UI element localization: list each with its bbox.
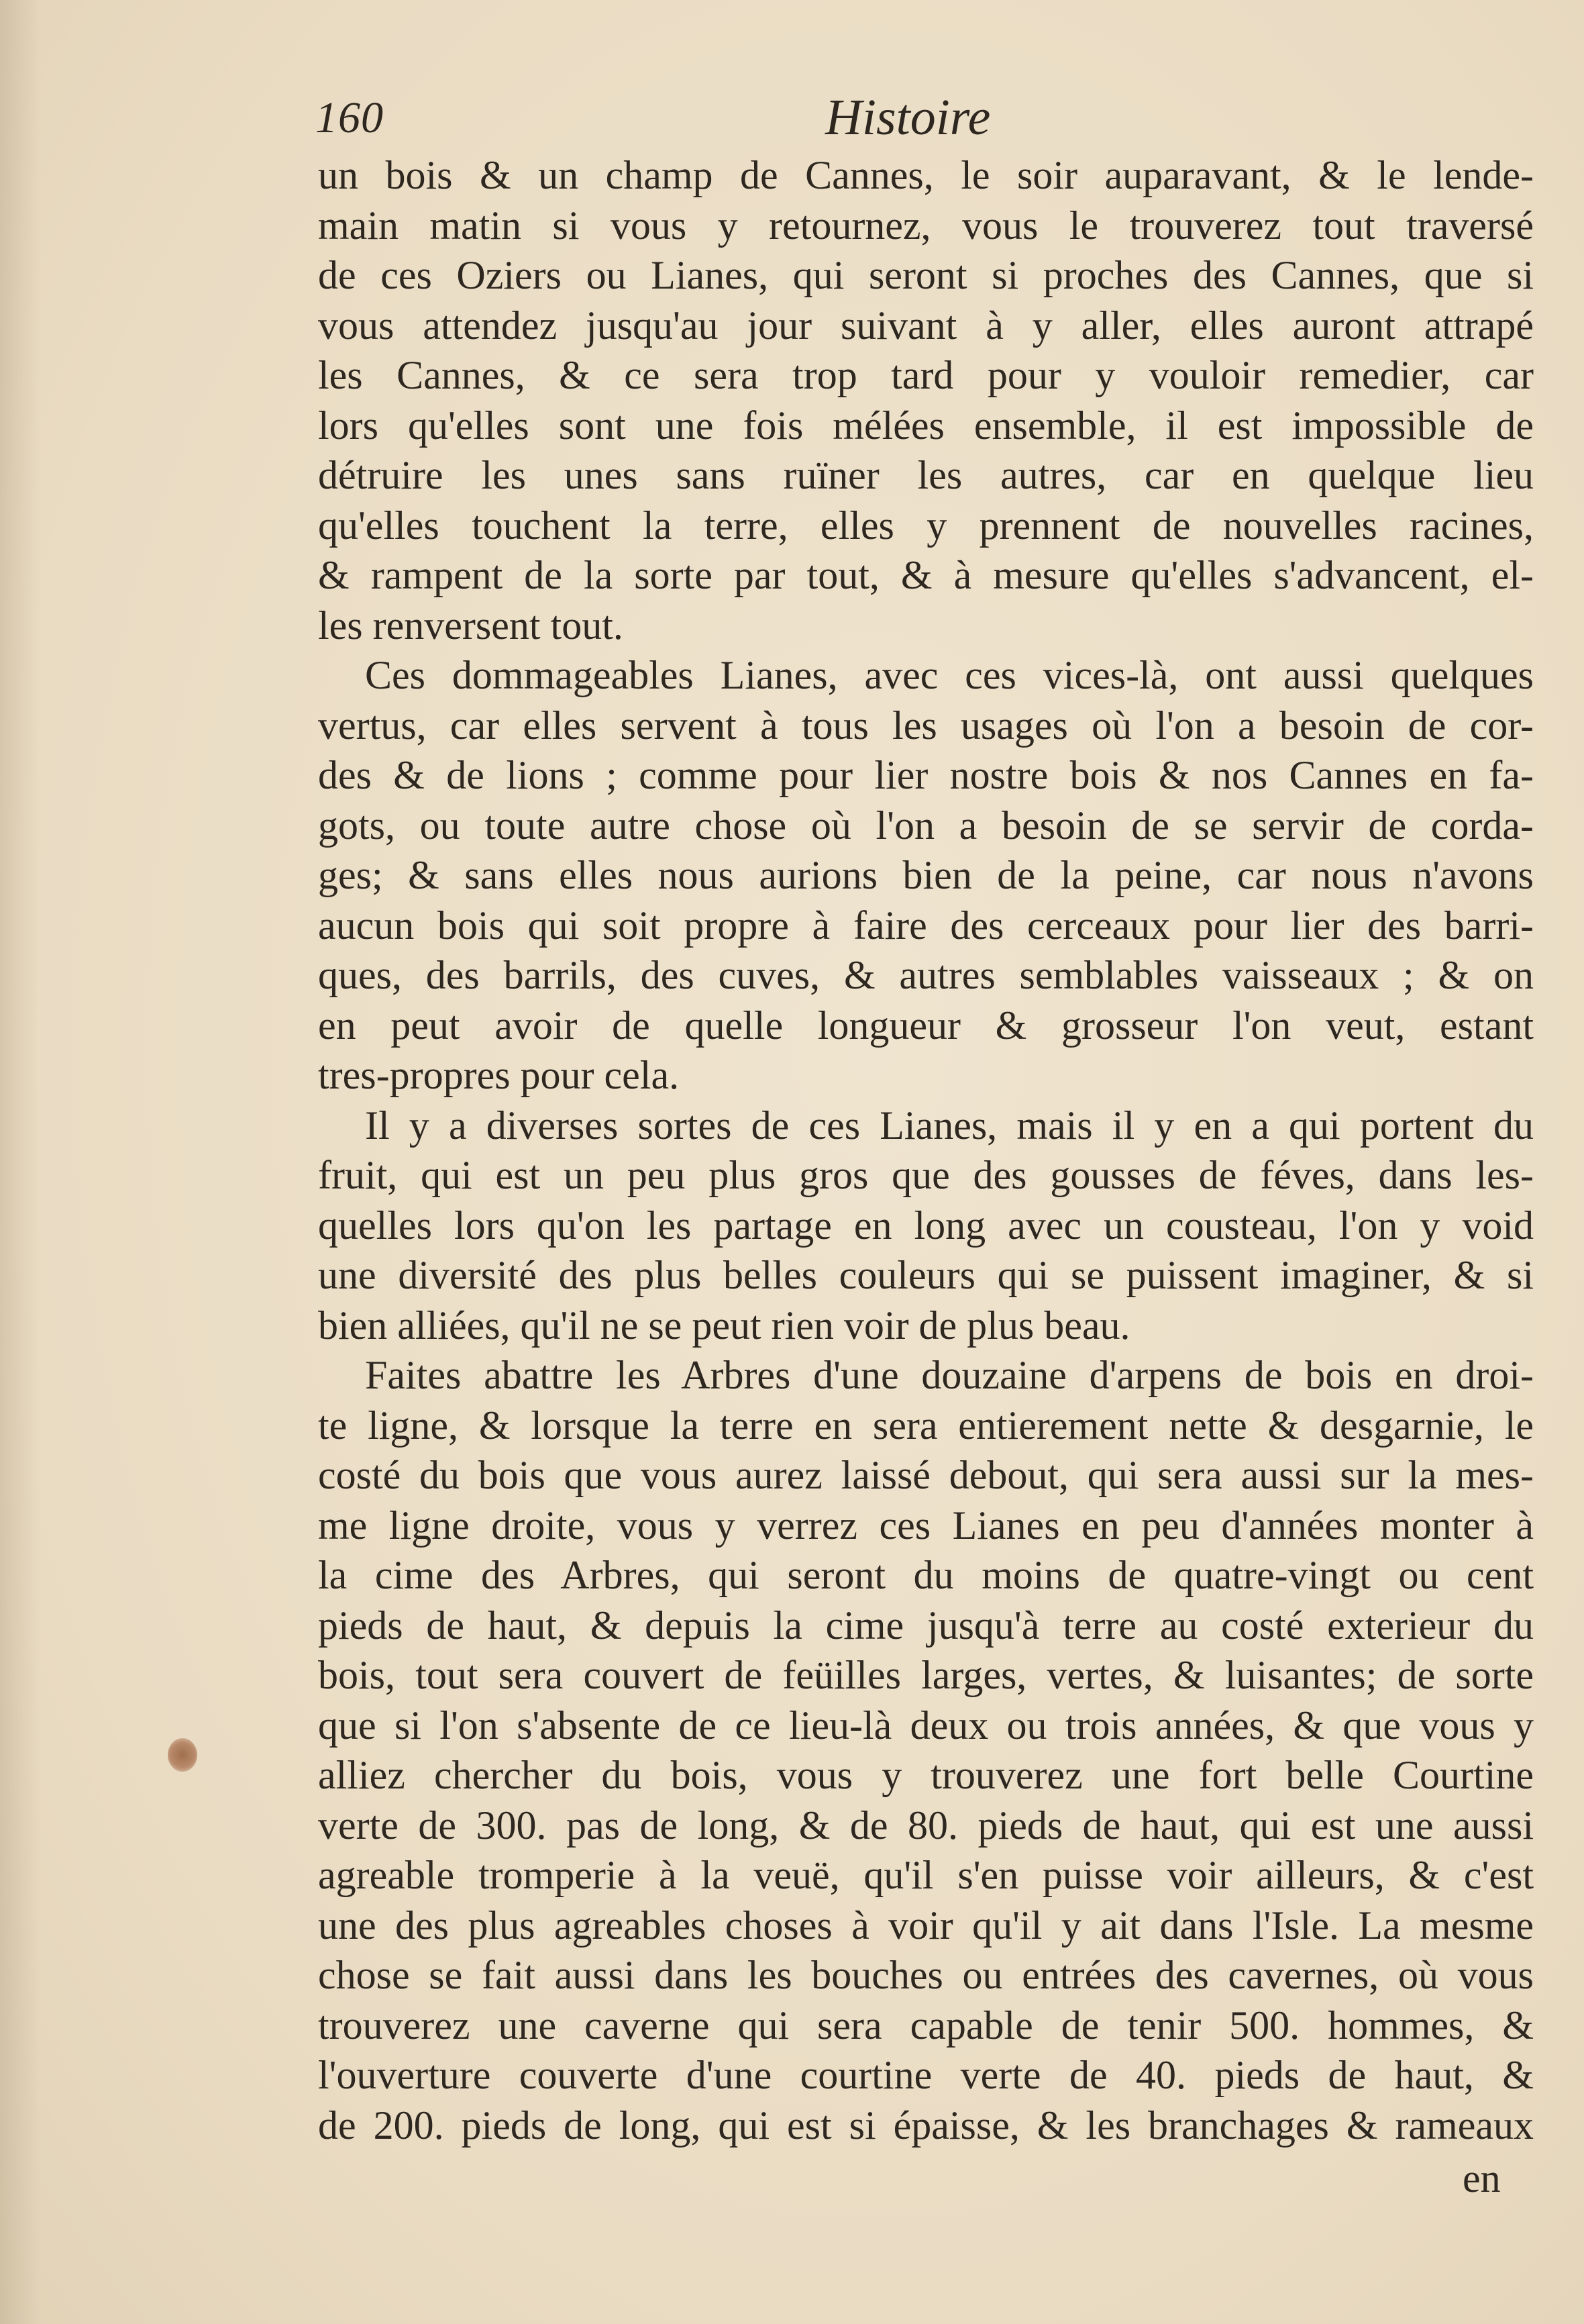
text-line: gots, ou toute autre chose où l'on a besoin de se servir de corda- xyxy=(318,803,1534,848)
running-head xyxy=(315,79,1241,153)
catchword: en xyxy=(1463,2156,1501,2201)
text-line: main matin si vous y retournez, vous le trouverez tout traversé xyxy=(318,203,1534,248)
text-line: les renversent tout. xyxy=(318,603,623,648)
text-line: fruit, qui est un peu plus gros que des gousses de féves, dans les- xyxy=(318,1153,1534,1197)
text-line: vous attendez jusqu'au jour suivant à y aller, elles auront attrapé xyxy=(318,303,1534,348)
gutter-shadow xyxy=(0,0,40,2324)
text-line: te ligne, & lorsque la terre en sera entierement nette & desgarnie, le xyxy=(318,1403,1534,1448)
text-line: ques, des barrils, des cuves, & autres semblables vaisseaux ; & on xyxy=(318,953,1534,997)
paragraph-start-line: Il y a diverses sortes de ces Lianes, mais il y en a qui portent du xyxy=(365,1103,1534,1148)
text-line: aucun bois qui soit propre à faire des cerceaux pour lier des barri- xyxy=(318,903,1534,948)
text-line: la cime des Arbres, qui seront du moins de quatre-vingt ou cent xyxy=(318,1553,1534,1597)
text-line: & rampent de la sorte par tout, & à mesure qu'elles s'advancent, el- xyxy=(318,553,1534,597)
text-line: pieds de haut, & depuis la cime jusqu'à terre au costé exterieur du xyxy=(318,1603,1534,1648)
text-line: costé du bois que vous aurez laissé debout, qui sera aussi sur la mes- xyxy=(318,1453,1534,1497)
text-line: chose se fait aussi dans les bouches ou entrées des cavernes, où vous xyxy=(318,1953,1534,1997)
paragraph-start-line: Faites abattre les Arbres d'une douzaine d'arpens de bois en droi- xyxy=(365,1353,1534,1397)
ink-stain xyxy=(168,1738,197,1772)
text-line: un bois & un champ de Cannes, le soir auparavant, & le lende- xyxy=(318,153,1534,197)
text-line: vertus, car elles servent à tous les usages où l'on a besoin de cor- xyxy=(318,703,1534,748)
text-line: de 200. pieds de long, qui est si épaisse, & les branchages & rameaux xyxy=(318,2103,1534,2148)
text-line: verte de 300. pas de long, & de 80. pieds de haut, qui est une aussi xyxy=(318,1803,1534,1848)
text-line: tres-propres pour cela. xyxy=(318,1053,680,1097)
text-line: ges; & sans elles nous aurions bien de la peine, car nous n'avons xyxy=(318,853,1534,897)
page-number: 160 xyxy=(315,93,384,142)
text-line: qu'elles touchent la terre, elles y prennent de nouvelles racines, xyxy=(318,503,1534,548)
body-text xyxy=(318,150,1534,2150)
text-line: détruire les unes sans ruïner les autres, car en quelque lieu xyxy=(318,453,1534,497)
text-line: que si l'on s'absente de ce lieu-là deux ou trois années, & que vous y xyxy=(318,1703,1534,1748)
text-line: bien alliées, qu'il ne se peut rien voir de plus beau. xyxy=(318,1303,1130,1348)
text-line: me ligne droite, vous y verrez ces Lianes en peu d'années monter à xyxy=(318,1503,1534,1548)
text-line: alliez chercher du bois, vous y trouverez une fort belle Courtine xyxy=(318,1753,1534,1797)
text-line: en peut avoir de quelle longueur & grosseur l'on veut, estant xyxy=(318,1003,1534,1048)
text-line: une des plus agreables choses à voir qu'il y ait dans l'Isle. La mesme xyxy=(318,1903,1534,1948)
text-line: trouverez une caverne qui sera capable de tenir 500. hommes, & xyxy=(318,2003,1534,2048)
text-line: agreable tromperie à la veuë, qu'il s'en puisse voir ailleurs, & c'est xyxy=(318,1853,1534,1897)
text-line: une diversité des plus belles couleurs qui se puissent imaginer, & si xyxy=(318,1253,1534,1297)
paragraph-start-line: Ces dommageables Lianes, avec ces vices-là, ont aussi quelques xyxy=(365,653,1534,697)
running-title: Histoire xyxy=(825,89,991,146)
text-line: lors qu'elles sont une fois mélées ensemble, il est impossible de xyxy=(318,403,1534,448)
text-line: les Cannes, & ce sera trop tard pour y vouloir remedier, car xyxy=(318,353,1534,397)
text-line: quelles lors qu'on les partage en long avec un cousteau, l'on y void xyxy=(318,1203,1534,1248)
text-line: de ces Oziers ou Lianes, qui seront si proches des Cannes, que si xyxy=(318,253,1534,297)
text-line: bois, tout sera couvert de feüilles larges, vertes, & luisantes; de sorte xyxy=(318,1653,1534,1697)
text-line: l'ouverture couverte d'une courtine verte de 40. pieds de haut, & xyxy=(318,2053,1534,2097)
text-line: des & de lions ; comme pour lier nostre bois & nos Cannes en fa- xyxy=(318,753,1534,797)
